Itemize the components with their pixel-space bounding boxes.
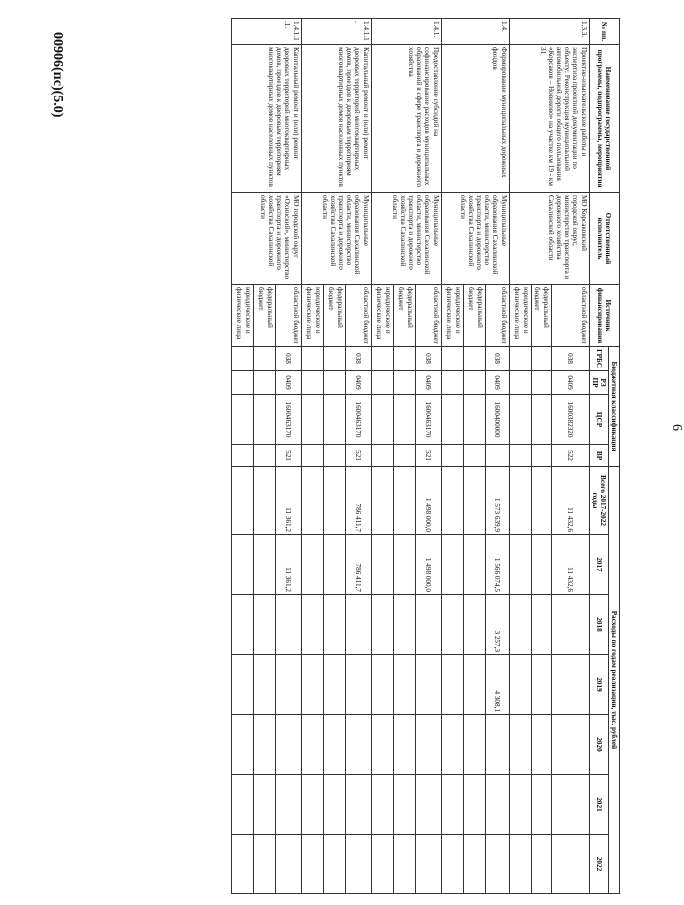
rzpr-cell: 0409 xyxy=(485,371,509,395)
row-name: Формирование муниципальных дорожных фондов xyxy=(441,45,509,193)
rzpr-cell: 0409 xyxy=(345,371,371,395)
csr-cell: 1600463170 xyxy=(415,395,441,445)
row-executor: МО Корсаковский городской округ, министерство транспорта и дорожного хозяйства Сахалинской области xyxy=(509,193,589,285)
rzpr-cell: 0409 xyxy=(551,371,589,395)
source-cell: областной бюджет xyxy=(485,285,509,347)
source-cell: юридические и физические лица xyxy=(371,285,393,347)
value-cell: 11 432,6 xyxy=(551,535,589,595)
col-no: № пп. xyxy=(589,19,619,45)
col-source: Источник финансирования xyxy=(589,285,619,347)
col-2019: 2019 xyxy=(589,655,608,715)
table-row xyxy=(551,19,589,894)
vr-cell: 521 xyxy=(345,445,371,467)
source-cell: юридические и физические лица xyxy=(231,285,253,347)
source-cell: юридические и физические лица xyxy=(441,285,463,347)
value-cell: 3 257,3 xyxy=(485,595,509,655)
source-cell: областной бюджет xyxy=(345,285,371,347)
total-cell: 1 573 639,9 xyxy=(485,467,509,535)
row-number: 1.3.3. xyxy=(509,19,589,45)
header-row xyxy=(608,19,619,894)
row-number: 1.4. xyxy=(441,19,509,45)
value-cell: 11 361,2 xyxy=(275,535,301,595)
source-cell: федеральный бюджет xyxy=(393,285,415,347)
col-exec: Ответственный исполнитель xyxy=(589,193,619,285)
grbs-cell: 038 xyxy=(415,347,441,371)
vr-cell: 521 xyxy=(275,445,301,467)
source-cell: областной бюджет xyxy=(275,285,301,347)
row-executor: Муниципальные образования Сахалинской области, министерство транспорта и дорожного хозяйства Сахалинской области xyxy=(441,193,509,285)
total-cell: 11 432,6 xyxy=(551,467,589,535)
rotated-content xyxy=(20,12,684,872)
col-vr: ВР xyxy=(589,445,608,467)
source-cell: федеральный бюджет xyxy=(323,285,345,347)
col-budget: Бюджетная классификация xyxy=(608,347,619,467)
page-number: 6 xyxy=(669,424,684,431)
col-2020: 2020 xyxy=(589,715,608,775)
col-2017: 2017 xyxy=(589,535,608,595)
row-number: 1.4.1.1. xyxy=(301,19,371,45)
total-cell: 11 361,2 xyxy=(275,467,301,535)
total-cell: 786 411,7 xyxy=(345,467,371,535)
value-cell: 786 411,7 xyxy=(345,535,371,595)
expenses-table xyxy=(231,18,620,894)
col-2021: 2021 xyxy=(589,775,608,835)
row-name: Проектно-изыскательские работы и экспертиза проектной документации по объекту: Реконструкция муниципальной автомобильной дороги общего пользования «Корсаков – Новиково» на участке км 19 - км 31 xyxy=(509,45,589,193)
csr-cell: 1600463170 xyxy=(275,395,301,445)
col-years: Расходы по годам реализации, тыс. рублей xyxy=(608,467,619,894)
col-grbs: ГРБС xyxy=(589,347,608,371)
row-name: Капитальный ремонт и (или) ремонт дворовых территорий многоквартирных домов, проездов к дворовым территориям многоквартирных домов населенных пунктов xyxy=(301,45,371,193)
vr-cell: 522 xyxy=(551,445,589,467)
source-cell: федеральный бюджет xyxy=(253,285,275,347)
footer-code: 00906(пс)(5.0) xyxy=(50,32,65,118)
table-row xyxy=(345,19,371,894)
col-2022: 2022 xyxy=(589,835,608,894)
row-name: Предоставление субсидий на софинансирование расходов муниципальных образований в сфере транспорта и дорожного хозяйства xyxy=(371,45,441,193)
col-2018: 2018 xyxy=(589,595,608,655)
row-name: Капитальный ремонт и (или) ремонт дворовых территорий многоквартирных домов, проездов к дворовым территориям многоквартирных домов населенных пунктов xyxy=(231,45,301,193)
total-cell: 1 498 000,0 xyxy=(415,467,441,535)
col-total: Всего 2017-2022 годы xyxy=(589,467,608,535)
source-cell: областной бюджет xyxy=(415,285,441,347)
grbs-cell: 038 xyxy=(345,347,371,371)
row-number: 1.4.1. xyxy=(371,19,441,45)
source-cell: федеральный бюджет xyxy=(531,285,551,347)
rzpr-cell: 0409 xyxy=(275,371,301,395)
rzpr-cell: 0409 xyxy=(415,371,441,395)
table-row xyxy=(275,19,301,894)
csr-cell: 1600400000 xyxy=(485,395,509,445)
vr-cell: 521 xyxy=(415,445,441,467)
row-executor: Муниципальные образования Сахалинской области, министерство транспорта и дорожного хозяйства Сахалинской области xyxy=(301,193,371,285)
csr-cell: 1600463170 xyxy=(345,395,371,445)
value-cell: 1 498 000,0 xyxy=(415,535,441,595)
grbs-cell: 038 xyxy=(551,347,589,371)
row-executor: Муниципальные образования Сахалинской области, министерство транспорта и дорожного хозяйства Сахалинской области xyxy=(371,193,441,285)
source-cell: юридические и физические лица xyxy=(509,285,531,347)
grbs-cell: 038 xyxy=(275,347,301,371)
table-row xyxy=(485,19,509,894)
csr-cell: 1600382320 xyxy=(551,395,589,445)
table-row xyxy=(415,19,441,894)
grbs-cell: 038 xyxy=(485,347,509,371)
value-cell: 4 308,1 xyxy=(485,655,509,715)
row-executor: МО городской округ «Охинский», министерство транспорта и дорожного хозяйства Сахалинской области xyxy=(231,193,301,285)
value-cell: 1 566 074,5 xyxy=(485,535,509,595)
row-number: 1.4.1.1.1. xyxy=(231,19,301,45)
source-cell: федеральный бюджет xyxy=(463,285,485,347)
col-rzpr: РЗ ПР xyxy=(589,371,608,395)
col-name: Наименование государственной программы, подпрограммы, мероприятия xyxy=(589,45,619,193)
source-cell: юридические и физические лица xyxy=(301,285,323,347)
col-csr: ЦСР xyxy=(589,395,608,445)
source-cell: областной бюджет xyxy=(551,285,589,347)
